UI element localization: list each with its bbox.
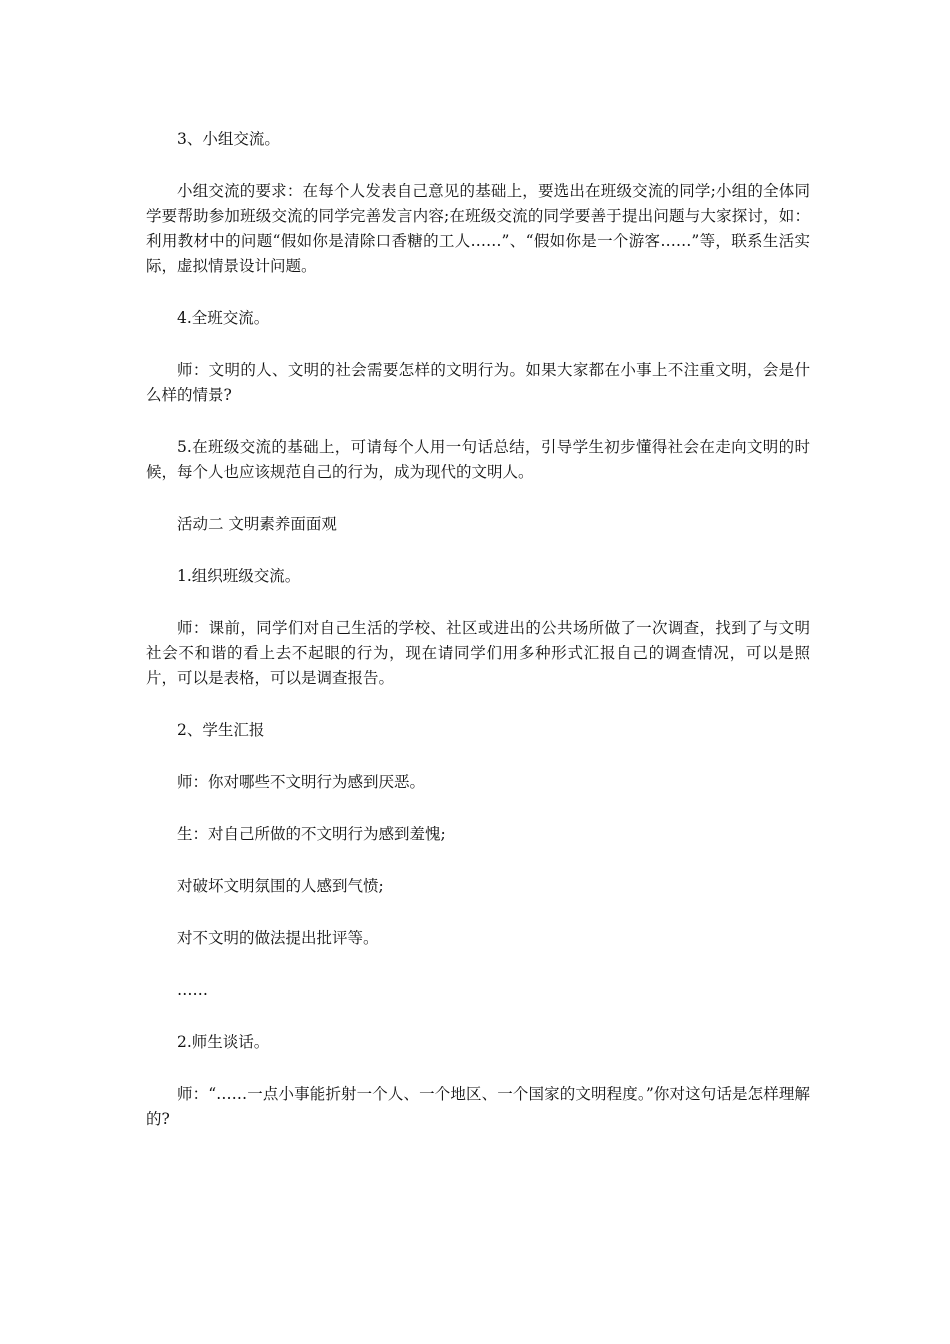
- paragraph-ellipsis: ……: [177, 981, 208, 999]
- paragraph-summary-step: 5.在班级交流的基础上，可请每个人用一句话总结，引导学生初步懂得社会在走向文明的时候，每个人也应该规范自己的行为，成为现代的文明人。: [146, 438, 810, 481]
- paragraph-student-answer-2: 对破坏文明氛围的人感到气愤;: [177, 877, 384, 895]
- paragraph-teacher-question: 师：文明的人、文明的社会需要怎样的文明行为。如果大家都在小事上不注重文明，会是什么样的情景?: [146, 361, 810, 404]
- paragraph-group-exchange-heading: 3、小组交流。: [177, 130, 280, 148]
- paragraph-student-answer-3: 对不文明的做法提出批评等。: [177, 929, 379, 947]
- paragraph-organize-exchange: 1.组织班级交流。: [177, 567, 301, 585]
- paragraph-student-report-heading: 2、学生汇报: [177, 721, 265, 739]
- paragraph-teacher-student-talk-heading: 2.师生谈话。: [177, 1033, 270, 1051]
- paragraph-activity-two-heading: 活动二 文明素养面面观: [177, 515, 337, 533]
- paragraph-student-answer-1: 生：对自己所做的不文明行为感到羞愧;: [177, 825, 446, 843]
- document-body: [146, 127, 810, 1159]
- paragraph-survey-report: 师：课前，同学们对自己生活的学校、社区或进出的公共场所做了一次调查，找到了与文明社会不和谐的看上去不起眼的行为，现在请同学们用多种形式汇报自己的调查情况，可以是照片，可以是表格，可以是调查报告。: [146, 619, 810, 687]
- paragraph-teacher-quote-question: 师：“……一点小事能折射一个人、一个地区、一个国家的文明程度。”你对这句话是怎样理解的?: [146, 1085, 810, 1128]
- paragraph-teacher-ask: 师：你对哪些不文明行为感到厌恶。: [177, 773, 426, 791]
- paragraph-group-exchange-requirements: 小组交流的要求：在每个人发表自己意见的基础上，要选出在班级交流的同学;小组的全体同学要帮助参加班级交流的同学完善发言内容;在班级交流的同学要善于提出问题与大家探讨，如：利用教材中的问题“假如你是清除口香糖的工人……”、“假如你是一个游客……”等，联系生活实际，虚拟情景设计问题。: [146, 182, 810, 275]
- paragraph-class-exchange-heading: 4.全班交流。: [177, 309, 270, 327]
